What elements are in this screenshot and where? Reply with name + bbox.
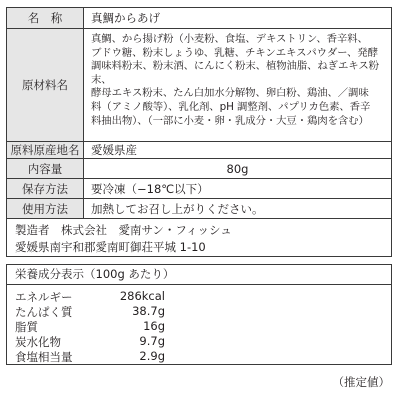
usage-value: 加熱してお召し上がりください。 <box>91 201 264 216</box>
nutrition-value: 16g <box>143 319 165 333</box>
name-header: 名 称 <box>7 8 84 28</box>
name-row <box>7 8 391 29</box>
origin-row <box>7 142 391 159</box>
content-value: 80g <box>226 161 249 176</box>
maker-row <box>7 219 391 257</box>
nutrition-value: 38.7g <box>132 304 165 318</box>
food-label-table <box>6 7 392 257</box>
storage-header: 保存方法 <box>7 179 84 198</box>
nutrition-row-energy <box>7 289 391 304</box>
nutrition-table <box>6 264 392 365</box>
nutrition-row-salt <box>7 349 391 364</box>
storage-row <box>7 179 391 199</box>
content-row <box>7 159 391 179</box>
maker-value: 製造者 株式会社 愛南サン・フィッシュ 愛媛県南宇和郡愛南町御荘平城 1-10 <box>15 223 232 254</box>
nutrition-row-carbohydrate <box>7 334 391 349</box>
nutrition-row-protein <box>7 304 391 319</box>
content-header: 内容量 <box>7 159 84 178</box>
nutrition-name: たんぱく質 <box>15 305 73 319</box>
estimated-note: （推定値） <box>332 375 390 389</box>
ingredients-header: 原材料名 <box>7 29 84 141</box>
nutrition-name: 食塩相当量 <box>15 350 73 364</box>
origin-header: 原料原産地名 <box>7 142 84 158</box>
name-value: 真鯛からあげ <box>91 11 160 25</box>
origin-value: 愛媛県産 <box>91 143 137 157</box>
ingredients-value: 真鯛、から揚げ粉（小麦粉、食塩、デキストリン、香辛料、 ブドウ糖、粉末しょうゆ、乳糖、チキンエキスパウダー、発酵 調味料粉末、粉末酒、にんにく粉末、植物油脂、ねぎエキス粉末、 酵母エキス粉末、たん白加水分解物、卵白粉、鶏油、／調味 料（アミノ酸等）、乳化剤、pH 調整剤、パプリカ色素、香辛 料抽出物）、（一部に小麦・卵・乳成分・大豆・鶏肉を含む） <box>91 33 379 127</box>
nutrition-value: 9.7g <box>139 334 165 348</box>
nutrition-row-fat <box>7 319 391 334</box>
ingredients-row <box>7 29 391 142</box>
nutrition-name: エネルギー <box>15 290 73 304</box>
storage-value: 要冷凍（−18℃以下） <box>91 181 209 196</box>
nutrition-name: 脂質 <box>15 320 38 334</box>
nutrition-name: 炭水化物 <box>15 335 61 349</box>
nutrition-value: 2.9g <box>139 349 165 363</box>
usage-row <box>7 199 391 219</box>
nutrition-value: 286kcal <box>119 289 165 303</box>
nutrition-title: 栄養成分表示（100g あたり） <box>7 265 391 285</box>
usage-header: 使用方法 <box>7 199 84 218</box>
